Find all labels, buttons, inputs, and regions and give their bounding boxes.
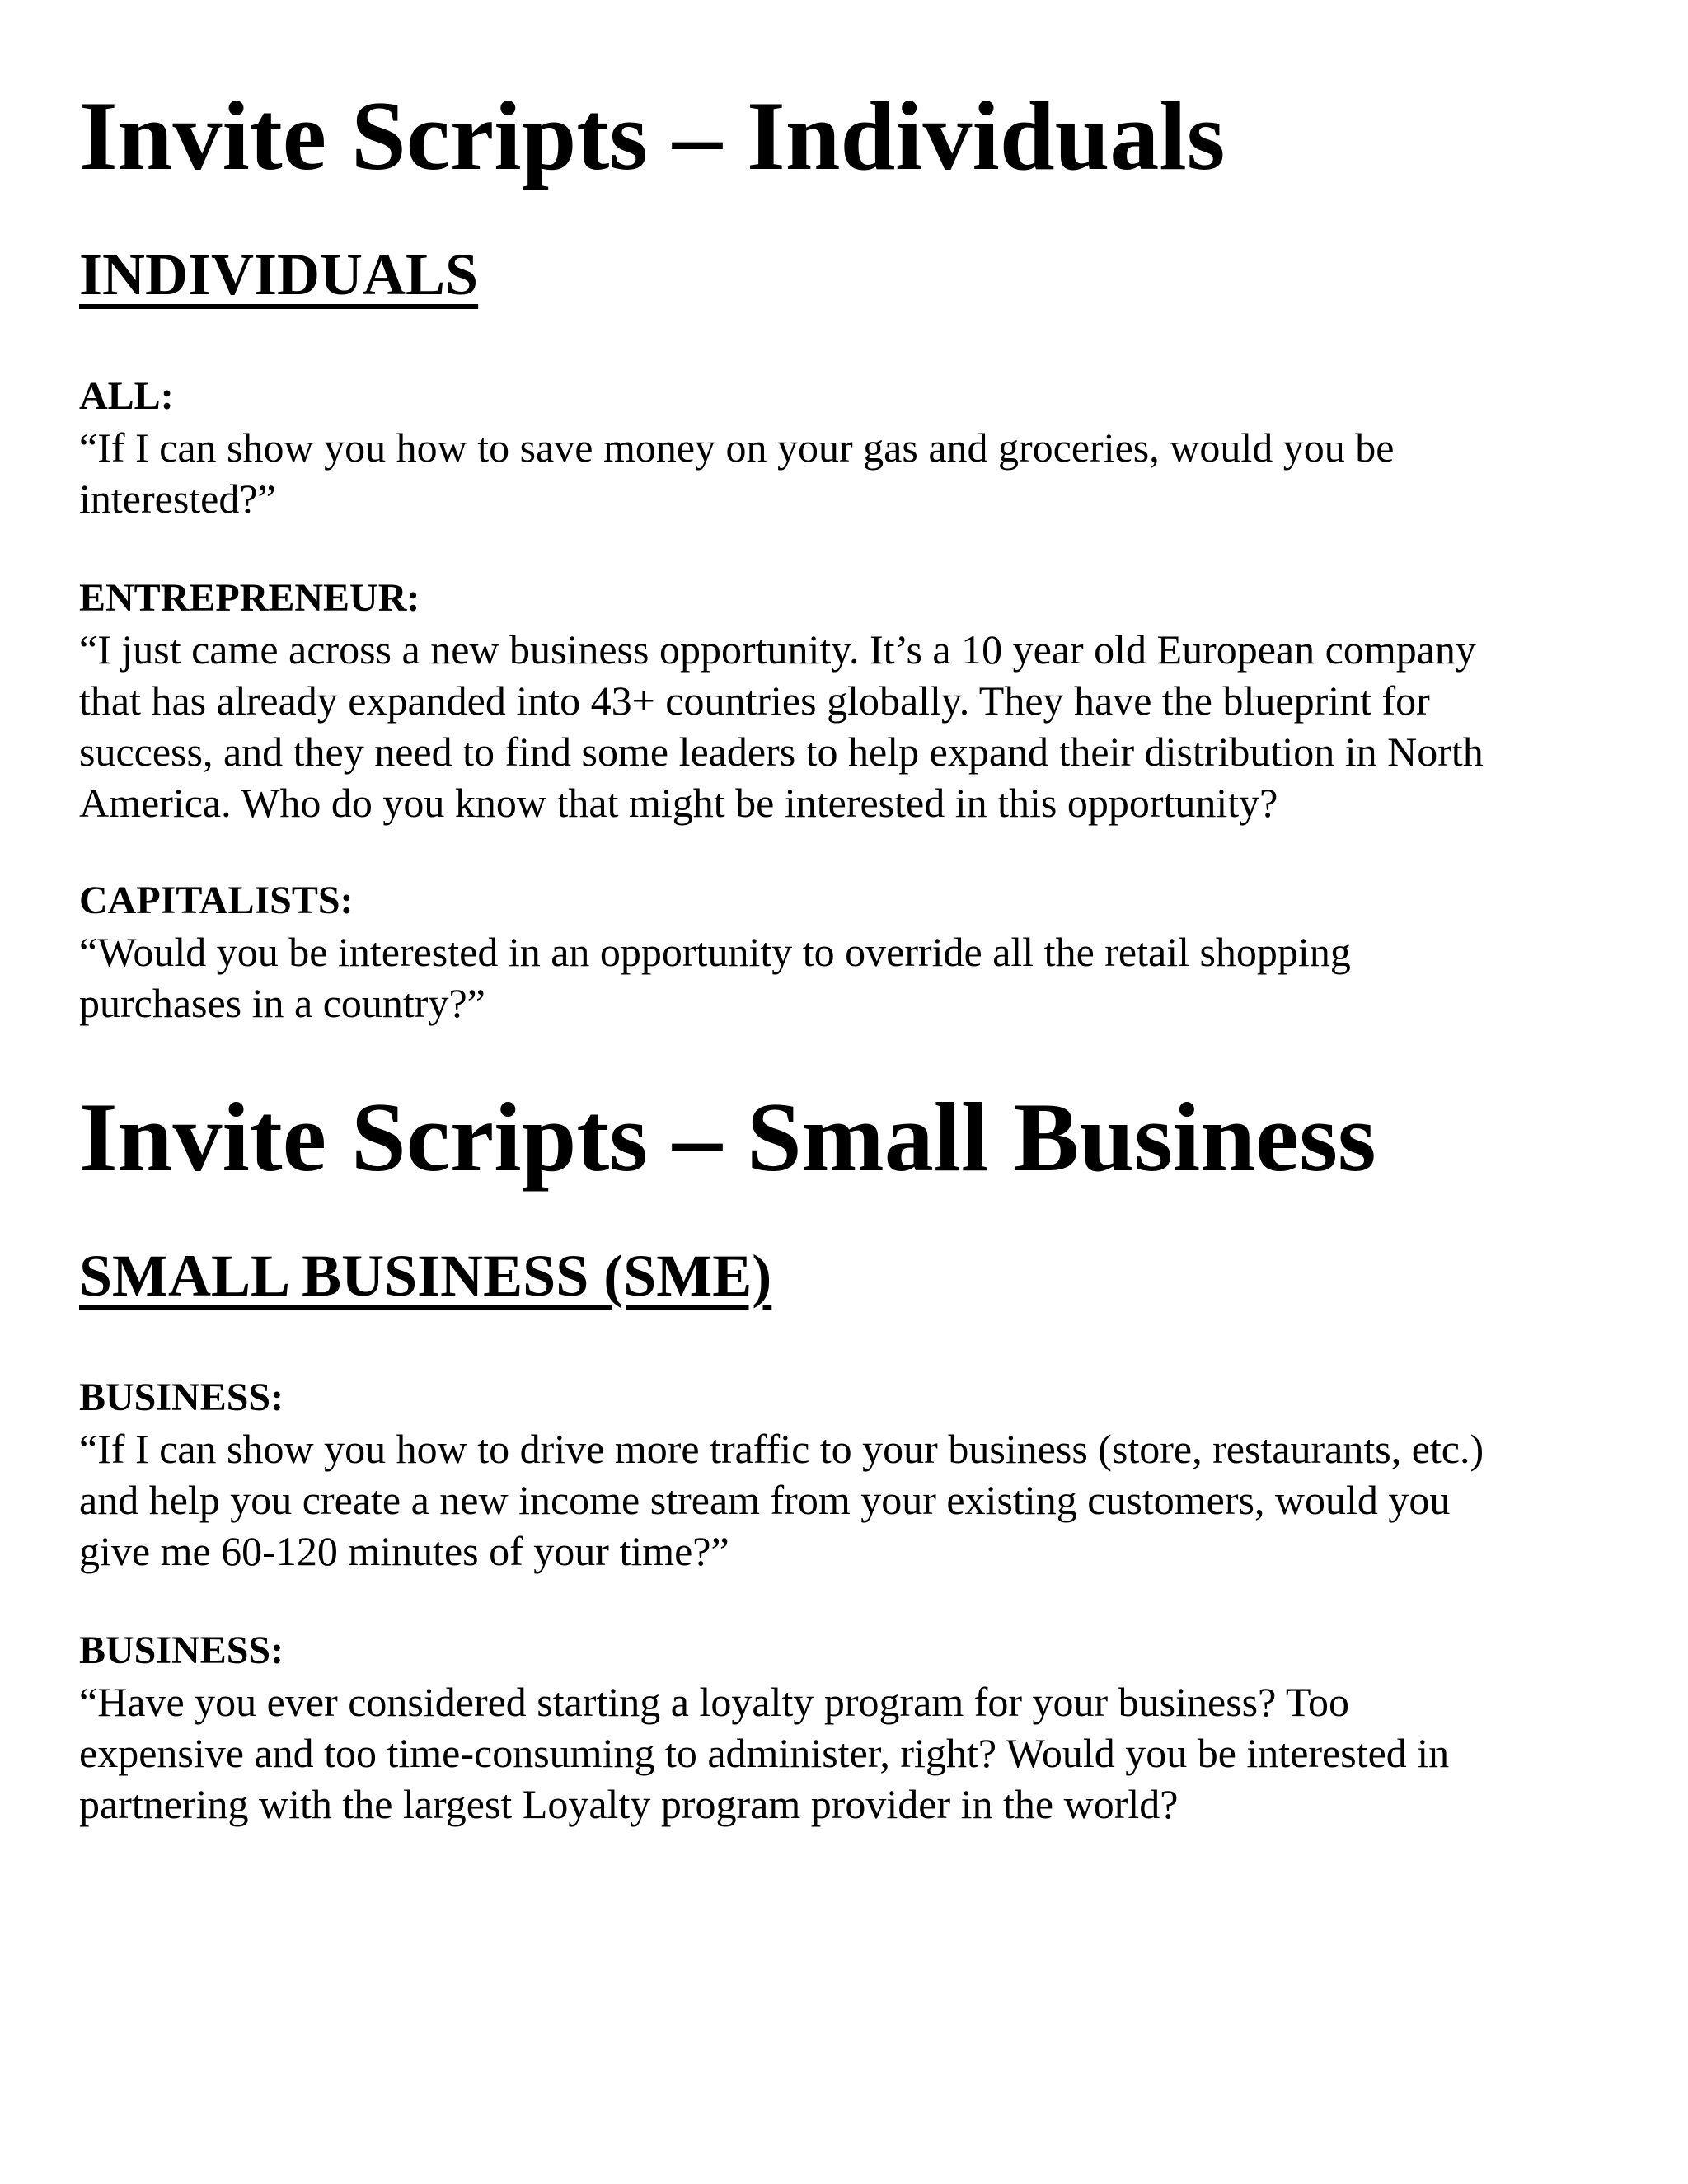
section-small-business xyxy=(79,1080,1629,1827)
script-label-all: ALL: xyxy=(79,374,174,418)
script-line: purchases in a country?” xyxy=(79,980,485,1026)
section-title-small-business: Invite Scripts – Small Business xyxy=(79,1082,1376,1192)
subheading-individuals: INDIVIDUALS xyxy=(79,241,479,307)
script-line: and help you create a new income stream from your existing customers, would you xyxy=(79,1477,1451,1523)
script-text-business-traffic xyxy=(79,1423,1629,1577)
script-line: America. Who do you know that might be interested in this opportunity? xyxy=(79,780,1278,826)
script-line: that has already expanded into 43+ countries globally. They have the blueprint for xyxy=(79,677,1430,724)
script-line: “Would you be interested in an opportunity to override all the retail shopping xyxy=(79,929,1351,975)
script-line: give me 60-120 minutes of your time?” xyxy=(79,1528,729,1574)
script-label-business: BUSINESS: xyxy=(79,1376,284,1419)
script-line: success, and they need to find some leaders to help expand their distribution in North xyxy=(79,729,1484,775)
subheading-sme: SMALL BUSINESS (SME) xyxy=(79,1243,772,1309)
section-title-individuals: Invite Scripts – Individuals xyxy=(79,81,1226,190)
script-line: expensive and too time-consuming to administer, right? Would you be interested in xyxy=(79,1730,1450,1776)
script-line: partnering with the largest Loyalty program provider in the world? xyxy=(79,1781,1179,1827)
script-text-entrepreneur xyxy=(79,624,1629,828)
script-capitalists xyxy=(79,875,1629,1029)
script-text-all xyxy=(79,422,1629,524)
script-line: “If I can show you how to save money on your gas and groceries, would you be xyxy=(79,424,1395,471)
script-business-loyalty xyxy=(79,1625,1629,1830)
section-individuals xyxy=(79,78,1629,1026)
script-label-capitalists: CAPITALISTS: xyxy=(79,879,354,922)
script-line: interested?” xyxy=(79,476,276,522)
script-entrepreneur xyxy=(79,573,1629,828)
script-label-entrepreneur: ENTREPRENEUR: xyxy=(79,576,420,620)
script-label-business: BUSINESS: xyxy=(79,1629,284,1672)
script-line: “Have you ever considered starting a loyalty program for your business? Too xyxy=(79,1679,1349,1725)
script-line: “I just came across a new business opportunity. It’s a 10 year old European company xyxy=(79,626,1476,673)
script-line: “If I can show you how to drive more traffic to your business (store, restaurants, etc.) xyxy=(79,1426,1484,1472)
script-all xyxy=(79,371,1629,524)
script-text-business-loyalty xyxy=(79,1676,1629,1830)
script-text-capitalists xyxy=(79,926,1629,1029)
script-business-traffic xyxy=(79,1372,1629,1577)
